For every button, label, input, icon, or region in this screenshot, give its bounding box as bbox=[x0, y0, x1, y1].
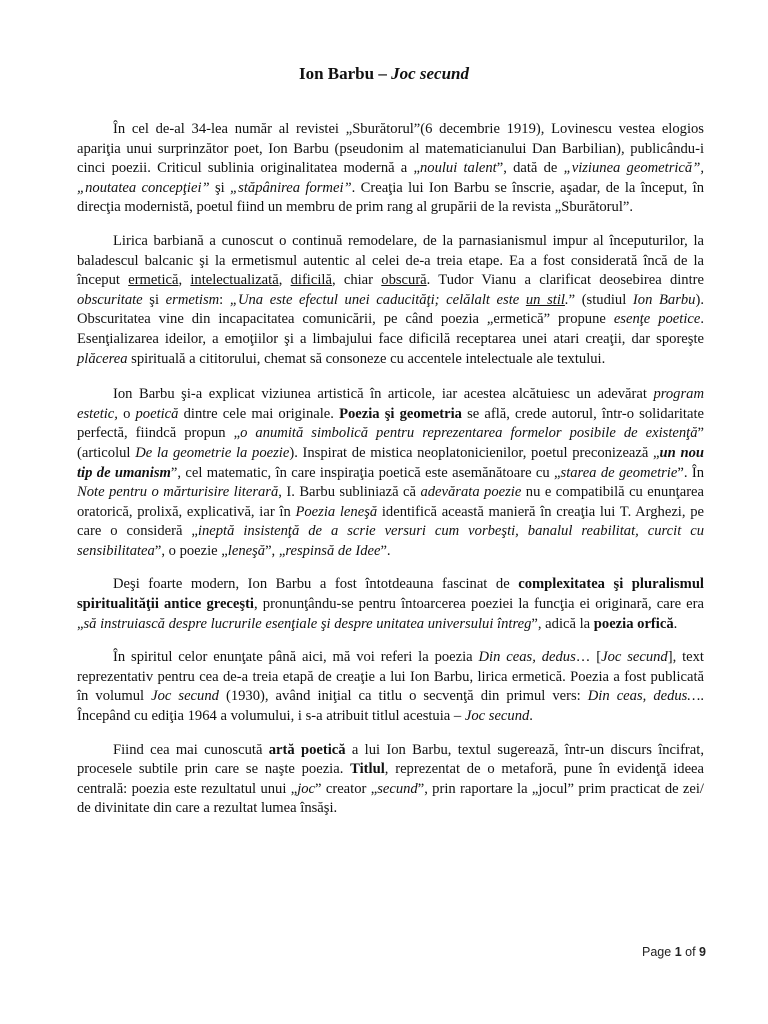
italic-run: esenţe poetice bbox=[613, 311, 701, 328]
paragraph-2 bbox=[77, 232, 704, 369]
paragraph-3 bbox=[77, 385, 704, 561]
text-run: , bbox=[178, 272, 191, 289]
text-run: . Tudor Vianu a clarificat deosebirea dintre bbox=[426, 272, 704, 289]
italic-run: joc bbox=[297, 780, 316, 797]
italic-run: secund bbox=[377, 780, 418, 797]
italic-run: Joc secund bbox=[601, 649, 668, 666]
paragraph-5 bbox=[77, 648, 704, 726]
italic-run: starea de geometrie bbox=[560, 464, 678, 481]
italic-run: poetică bbox=[135, 405, 179, 422]
current-page-number: 1 bbox=[674, 945, 682, 959]
italic-run: respinsă de Idee bbox=[285, 542, 381, 559]
text-run: dintre cele mai originale. bbox=[178, 405, 340, 422]
italic-run: Note pentru o mărturisire literară bbox=[77, 484, 279, 501]
bold-run: Poezia şi geometria bbox=[339, 405, 462, 422]
italic-run: obscuritate bbox=[77, 291, 143, 308]
italic-run: „stăpânirea formei” bbox=[230, 179, 352, 196]
text-run: ”. bbox=[380, 542, 391, 559]
italic-run: Joc secund bbox=[464, 708, 530, 725]
italic-run: program estetic, bbox=[77, 386, 704, 422]
text-run: identifică această manieră în creaţia lui T. Arghezi, pe care o consideră „ bbox=[77, 503, 704, 540]
italic-run: noului talent bbox=[419, 160, 497, 177]
text-run: ”, o poezie „ bbox=[154, 542, 228, 559]
text-run: … [ bbox=[575, 649, 602, 666]
text-run: nu e compatibilă cu enunţarea oratorică, prolixă, explicativă, iar în bbox=[77, 484, 705, 520]
italic-run: leneşă bbox=[227, 542, 266, 559]
italic-run: adevărata poezie bbox=[420, 484, 522, 501]
paragraph-4 bbox=[77, 575, 704, 634]
text-run: ”, dată de bbox=[496, 160, 564, 177]
title-dash: – bbox=[374, 64, 392, 83]
text-run: ” creator „ bbox=[315, 780, 378, 797]
underlined-run: ermetică bbox=[128, 272, 179, 289]
text-run: ). Inspirat de mistica neoplatonicienilor, poetul preconizează „ bbox=[289, 444, 660, 461]
total-pages-number: 9 bbox=[699, 945, 706, 959]
italic-run: Ion Barbu bbox=[632, 291, 696, 308]
text-run: , reprezentat de o metaforă, pune în evidenţă ideea centrală: poezia este rezultatul unui „ bbox=[77, 761, 704, 797]
text-run: . bbox=[673, 615, 678, 632]
text-run: , chiar bbox=[331, 272, 382, 289]
paragraph-1 bbox=[77, 120, 704, 218]
text-run: o bbox=[117, 405, 136, 422]
text-run: şi bbox=[209, 179, 231, 196]
italic-run: să instruiască despre lucrurile esenţiale şi despre unitatea universului întreg bbox=[83, 615, 532, 632]
underlined-run: obscură bbox=[381, 272, 427, 289]
italic-run: Joc secund bbox=[151, 688, 219, 705]
text-run: ”, adică la bbox=[531, 615, 594, 632]
text-run: Ion Barbu şi-a explicat viziunea artistică în articole, iar acestea alcătuiesc un adevărat bbox=[113, 386, 654, 403]
title-work: Joc secund bbox=[391, 64, 470, 83]
paragraph-6 bbox=[77, 741, 704, 819]
text-run: . bbox=[529, 708, 533, 725]
italic-underlined-run: un stil bbox=[525, 291, 565, 308]
text-run: ). Obscuritatea vine din incapacitatea comunicării, pe când poezia „ermetică” propune bbox=[77, 291, 704, 328]
text-run: . Începând cu ediţia 1964 a volumului, i s-a atribuit titlul acestuia – bbox=[77, 688, 704, 725]
text-run: ”, „ bbox=[265, 542, 286, 559]
page-title bbox=[0, 64, 768, 84]
text-run: şi bbox=[142, 291, 166, 308]
text-run: , I. Barbu subliniază că bbox=[278, 484, 421, 501]
text-run: În cel de-al 34-lea număr al revistei „Sburătorul”(6 decembrie 1919), Lovinescu vestea elogios apariţia unui surprinzător poet, Ion Barbu (pseudonim al matematicianului Dan Barbilian), publicându-i cinci poezii. Criticul sublinia originalitatea modernă a „ bbox=[77, 121, 704, 177]
text-run: . Esenţializarea ideilor, a emoţiilor şi a limbajului face dificilă receptarea unei atari creaţii, dar sporeşte bbox=[77, 311, 705, 347]
page-label: Page bbox=[642, 945, 672, 959]
text-run: ”, cel matematic, în care inspiraţia poetică este asemănătoare cu „ bbox=[170, 464, 561, 481]
text-run: ” (studiul bbox=[568, 291, 633, 308]
italic-run: . bbox=[564, 291, 569, 308]
text-run: ”. În bbox=[677, 464, 704, 481]
italic-run: Din ceas, dedus bbox=[478, 649, 576, 666]
text-run: . Creaţia lui Ion Barbu se înscrie, aşadar, de la început, în direcţia modernistă, poetul fiind un membru de prim rang al grupării de la revista „Sburătorul”. bbox=[77, 179, 705, 216]
italic-run: „Una este efectul unei caducităţi; celălalt este bbox=[229, 291, 526, 308]
text-run: (1930), având iniţial ca titlu o secvenţă din primul vers: bbox=[218, 688, 588, 705]
italic-run: plăcerea bbox=[77, 350, 128, 367]
italic-run: Poezia leneşă bbox=[295, 503, 378, 520]
italic-run: Din ceas, dedus… bbox=[587, 688, 701, 705]
text-run: : bbox=[219, 291, 230, 308]
page-number-footer bbox=[642, 945, 706, 959]
text-run: , pronunţându-se pentru întoarcerea poeziei la funcţia ei originară, care era „ bbox=[77, 596, 704, 632]
text-run: Fiind cea mai cunoscută bbox=[113, 741, 269, 758]
text-run: În spiritul celor enunţate până aici, mă voi referi la poezia bbox=[113, 649, 479, 666]
underlined-run: intelectualizată bbox=[190, 272, 279, 289]
underlined-run: dificilă bbox=[290, 272, 332, 289]
bold-run: complexitatea şi pluralismul spiritualităţii antice greceşti bbox=[77, 576, 704, 613]
text-run: spirituală a cititorului, chemat să consoneze cu accentele intelectuale ale textului. bbox=[127, 350, 606, 367]
italic-run: o anumită simbolică pentru reprezentarea formelor posibile de existenţă bbox=[240, 425, 698, 442]
text-run: ], text reprezentativ pentru cea de-a treia etapă de creaţie a lui Ion Barbu, lirica ermetică. Poezia a fost publicată în volumul bbox=[77, 649, 704, 705]
text-run: Lirica barbiană a cunoscut o continuă remodelare, de la parnasianismul impur al începuturilor, la baladescul balcanic şi la ermetismul autentic al celei de-a treia etape. Ea a fost considerată încă de la început bbox=[77, 232, 704, 289]
bold-run: Titlul bbox=[350, 761, 385, 778]
bold-run: poezia orfică bbox=[593, 615, 674, 632]
title-author: Ion Barbu bbox=[298, 64, 375, 83]
bold-italic-run: un nou tip de umanism bbox=[77, 444, 704, 481]
bold-run: artă poetică bbox=[268, 741, 346, 758]
text-run: Deşi foarte modern, Ion Barbu a fost întotdeauna fascinat de bbox=[113, 576, 519, 593]
document-body bbox=[77, 120, 704, 833]
of-label: of bbox=[685, 945, 696, 959]
italic-run: „viziunea geometrică”, „noutatea concepţiei” bbox=[77, 160, 704, 196]
text-run: se află, crede autorul, într-o solidaritate perfectă, fiindcă propun „ bbox=[77, 405, 704, 442]
italic-run: De la geometrie la poezie bbox=[135, 444, 290, 461]
text-run: ”, prin raportare la „jocul” prim practicat de zei/ de divinitate din care a rezultat lumea însăşi. bbox=[77, 780, 704, 817]
italic-run: ermetism bbox=[165, 291, 220, 308]
text-run: , bbox=[278, 272, 291, 289]
text-run: ” (articolul bbox=[77, 425, 704, 461]
italic-run: ineptă insistenţă de a scrie versuri cum vorbeşti, banalul reabilitat, curcit cu sensibilitatea bbox=[77, 523, 704, 559]
text-run: a lui Ion Barbu, textul sugerează, într-un discurs încifrat, procesele subtile prin care se naşte poezia. bbox=[77, 741, 704, 778]
